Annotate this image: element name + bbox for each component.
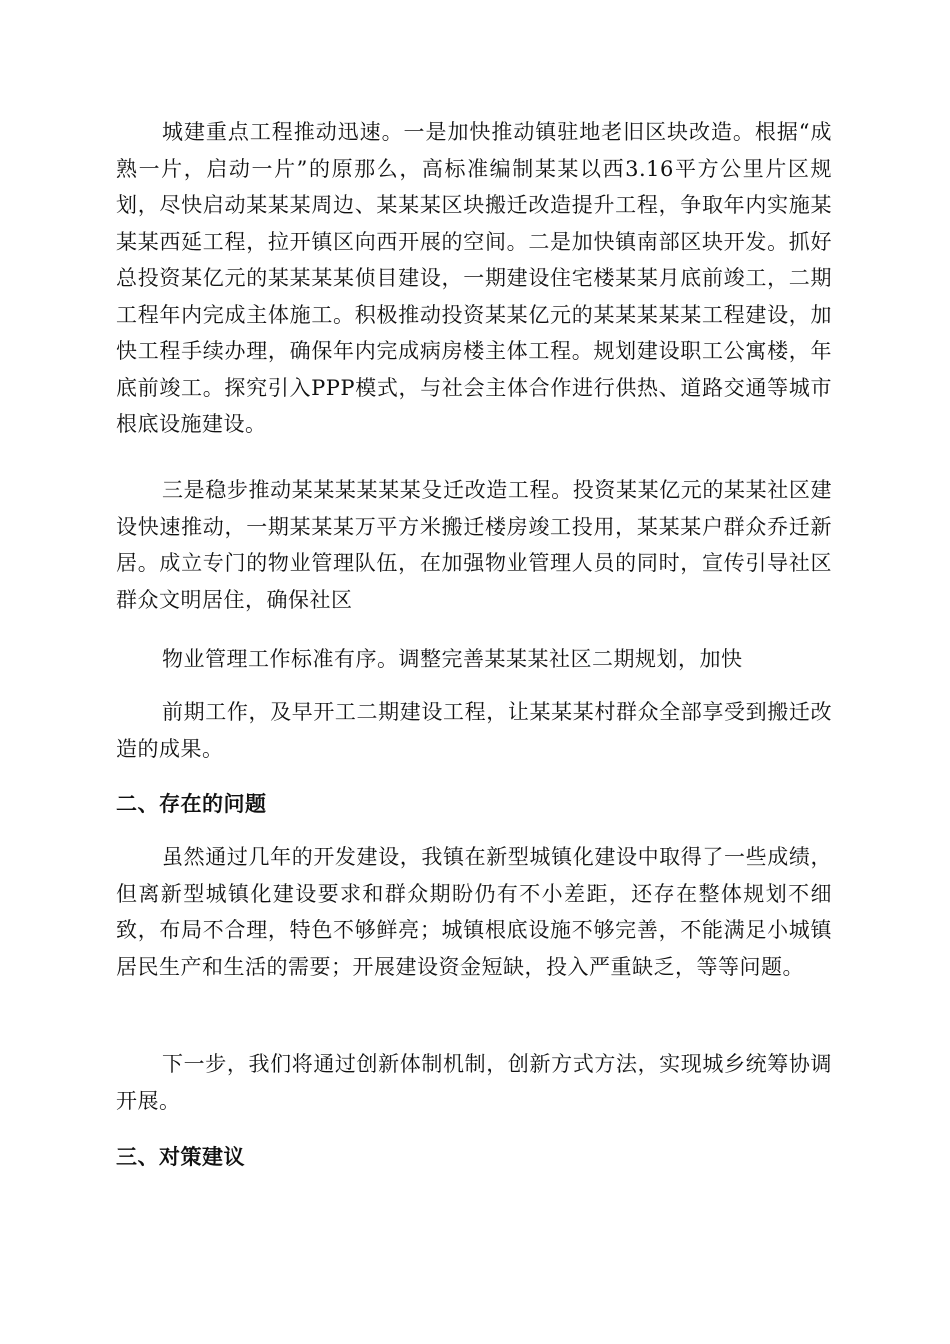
paragraph-urban-construction: 城建重点工程推动迅速。一是加快推动镇驻地老旧区块改造。根据“成熟一片，启动一片”的原那么，高标准编制某某以西3.16平方公里片区规划，尽快启动某某某周边、某某某区块搬迁改造提升工程，争取年内实施某某某西延工程，拉开镇区向西开展的空间。二是加快镇南部区块开发。抓好总投资某亿元的某某某某侦目建设，一期建设住宅楼某某月底前竣工，二期工程年内完成主体施工。积极推动投资某某亿元的某某某某某工程建设，加快工程手续办理，确保年内完成病房楼主体工程。规划建设职工公寓楼，年底前竣工。探究引入PPP模式，与社会主体合作进行供热、道路交通等城市根底设施建设。	[116, 120, 832, 436]
heading-existing-problems: 二、存在的问题	[116, 791, 267, 816]
paragraph-relocation-project: 三是稳步推动某某某某某某殳迁改造工程。投资某某亿元的某某社区建设快速推动，一期某某某万平方米搬迁楼房竣工投用，某某某户群众乔迁新居。成立专门的物业管理队伍，在加强物业管理人员的同时，宣传引导社区群众文明居住，确保社区	[116, 478, 832, 612]
heading-countermeasures: 三、对策建议	[116, 1144, 245, 1169]
paragraph-next-step: 下一步，我们将通过创新体制机制，创新方式方法，实现城乡统筹协调开展。	[116, 1052, 832, 1113]
paragraph-problems: 虽然通过几年的开发建设，我镇在新型城镇化建设中取得了一些成绩，但离新型城镇化建设要求和群众期盼仍有不小差距，还存在整体规划不细致，布局不合理，特色不够鲜亮；城镇根底设施不够完善，不能满足小城镇居民生产和生活的需要；开展建设资金短缺，投入严重缺乏，等等问题。	[116, 845, 832, 979]
paragraph-property-management: 物业管理工作标准有序。调整完善某某某社区二期规划，加快	[162, 647, 743, 671]
paragraph-early-work: 前期工作，及早开工二期建设工程，让某某某村群众全部享受到搬迁改造的成果。	[116, 700, 832, 761]
